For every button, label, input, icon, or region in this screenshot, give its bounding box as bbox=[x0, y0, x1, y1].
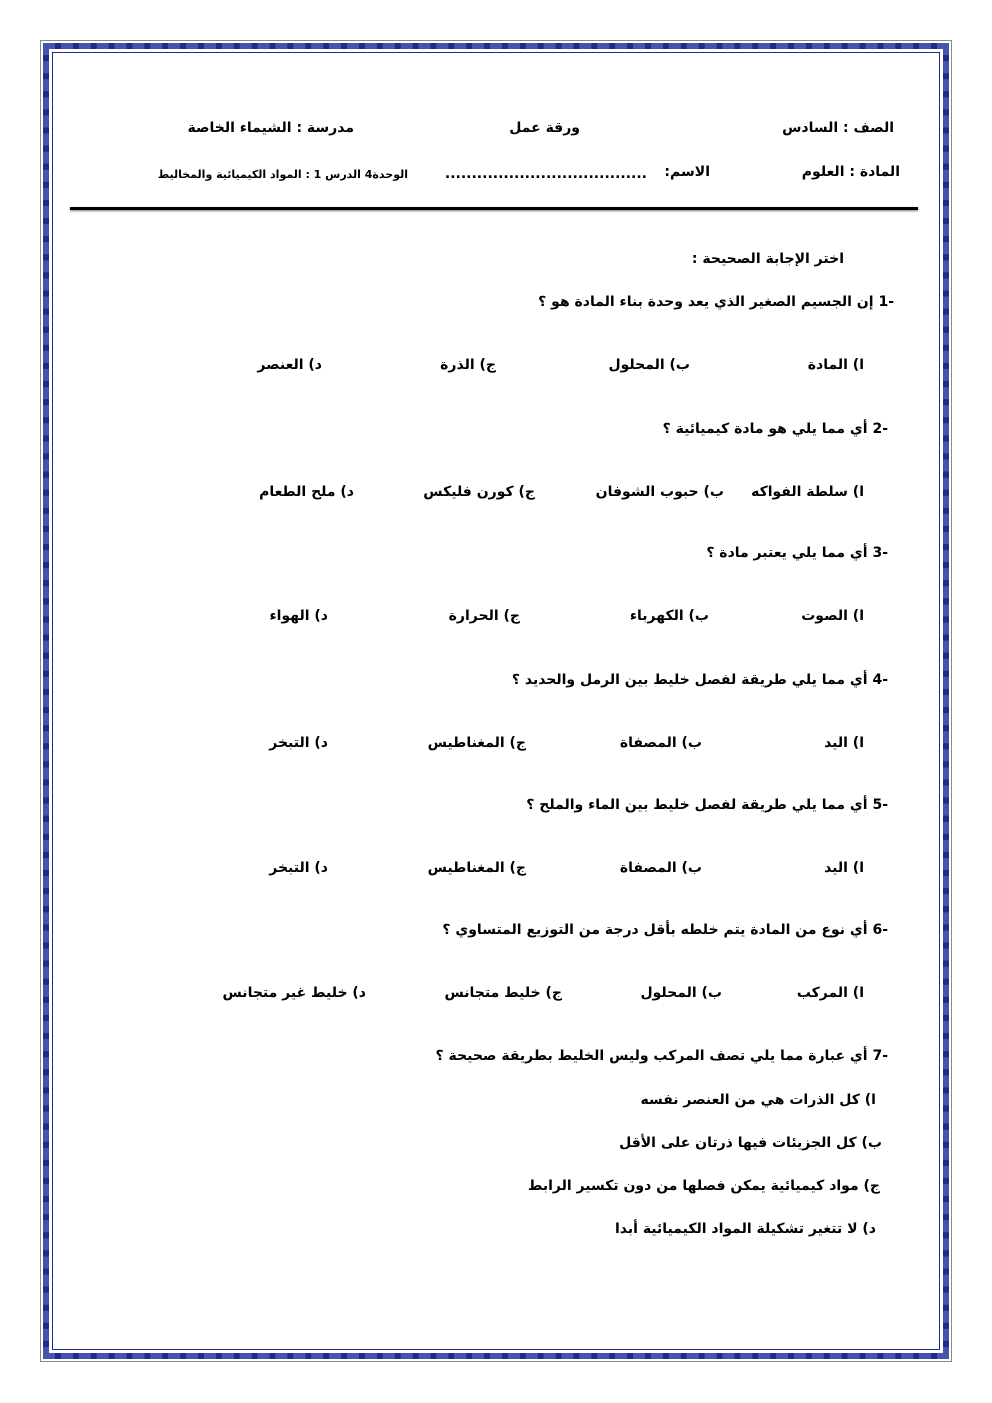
question-3: -3 أي مما يلي يعتبر مادة ؟ bbox=[706, 545, 888, 561]
question-4: -4 أي مما يلي طريقة لفصل خليط بين الرمل والحديد ؟ bbox=[511, 672, 888, 688]
question-7: -7 أي عبارة مما يلي تصف المركب وليس الخليط بطريقة صحيحة ؟ bbox=[435, 1048, 888, 1064]
q6-option-a[interactable]: ا) المركب bbox=[796, 985, 864, 1001]
q2-option-a[interactable]: ا) سلطة الفواكه bbox=[751, 484, 864, 500]
page-border-inner bbox=[52, 52, 940, 1350]
subject-label: المادة : العلوم bbox=[801, 164, 900, 180]
q1-option-b[interactable]: ب) المحلول bbox=[608, 357, 690, 373]
q7-option-b[interactable]: ب) كل الجزيئات فيها ذرتان على الأقل bbox=[619, 1135, 882, 1151]
name-blank[interactable]: ...................................... bbox=[444, 166, 647, 182]
school-name: مدرسة : الشيماء الخاصة bbox=[187, 120, 354, 136]
question-6: -6 أي نوع من المادة يتم خلطه بأقل درجة من التوزيع المتساوي ؟ bbox=[442, 922, 888, 938]
q4-option-d[interactable]: د) التبخر bbox=[269, 735, 328, 751]
q2-option-b[interactable]: ب) حبوب الشوفان bbox=[595, 484, 724, 500]
question-1: -1 إن الجسيم الصغير الذي يعد وحدة بناء المادة هو ؟ bbox=[538, 294, 894, 310]
q6-option-d[interactable]: د) خليط غير متجانس bbox=[222, 985, 366, 1001]
q7-option-a[interactable]: ا) كل الذرات هي من العنصر نفسه bbox=[640, 1092, 876, 1108]
q7-option-c[interactable]: ج) مواد كيميائية يمكن فصلها من دون تكسير الرابط bbox=[527, 1178, 880, 1194]
q4-option-a[interactable]: ا) اليد bbox=[824, 735, 864, 751]
q6-option-c[interactable]: ج) خليط متجانس bbox=[444, 985, 562, 1001]
q5-option-a[interactable]: ا) اليد bbox=[824, 860, 864, 876]
q2-option-d[interactable]: د) ملح الطعام bbox=[259, 484, 354, 500]
q5-option-b[interactable]: ب) المصفاة bbox=[619, 860, 702, 876]
q3-option-b[interactable]: ب) الكهرباء bbox=[629, 608, 709, 624]
question-5: -5 أي مما يلي طريقة لفصل خليط بين الماء والملح ؟ bbox=[526, 797, 888, 813]
grade-label: الصف : السادس bbox=[782, 120, 894, 136]
q1-option-d[interactable]: د) العنصر bbox=[257, 357, 322, 373]
name-label: الاسم: bbox=[664, 164, 710, 180]
question-2: -2 أي مما يلي هو مادة كيميائية ؟ bbox=[662, 421, 888, 437]
q5-option-d[interactable]: د) التبخر bbox=[269, 860, 328, 876]
q7-option-d[interactable]: د) لا تتغير تشكيلة المواد الكيميائية أبدا bbox=[615, 1221, 876, 1237]
q6-option-b[interactable]: ب) المحلول bbox=[640, 985, 722, 1001]
worksheet-title: ورقة عمل bbox=[509, 120, 580, 136]
q5-option-c[interactable]: ج) المغناطيس bbox=[427, 860, 526, 876]
lesson-title: الوحدة4 الدرس 1 : المواد الكيميائية والمخاليط bbox=[157, 168, 408, 181]
q1-option-a[interactable]: ا) المادة bbox=[807, 357, 864, 373]
q4-option-c[interactable]: ج) المغناطيس bbox=[427, 735, 526, 751]
q4-option-b[interactable]: ب) المصفاة bbox=[619, 735, 702, 751]
q2-option-c[interactable]: ج) كورن فليكس bbox=[423, 484, 535, 500]
q3-option-d[interactable]: د) الهواء bbox=[269, 608, 328, 624]
instruction-text: اختر الإجابة الصحيحة : bbox=[691, 251, 844, 267]
q3-option-c[interactable]: ج) الحرارة bbox=[448, 608, 520, 624]
q3-option-a[interactable]: ا) الصوت bbox=[801, 608, 864, 624]
header-divider bbox=[70, 207, 918, 210]
q1-option-c[interactable]: ج) الذرة bbox=[440, 357, 496, 373]
